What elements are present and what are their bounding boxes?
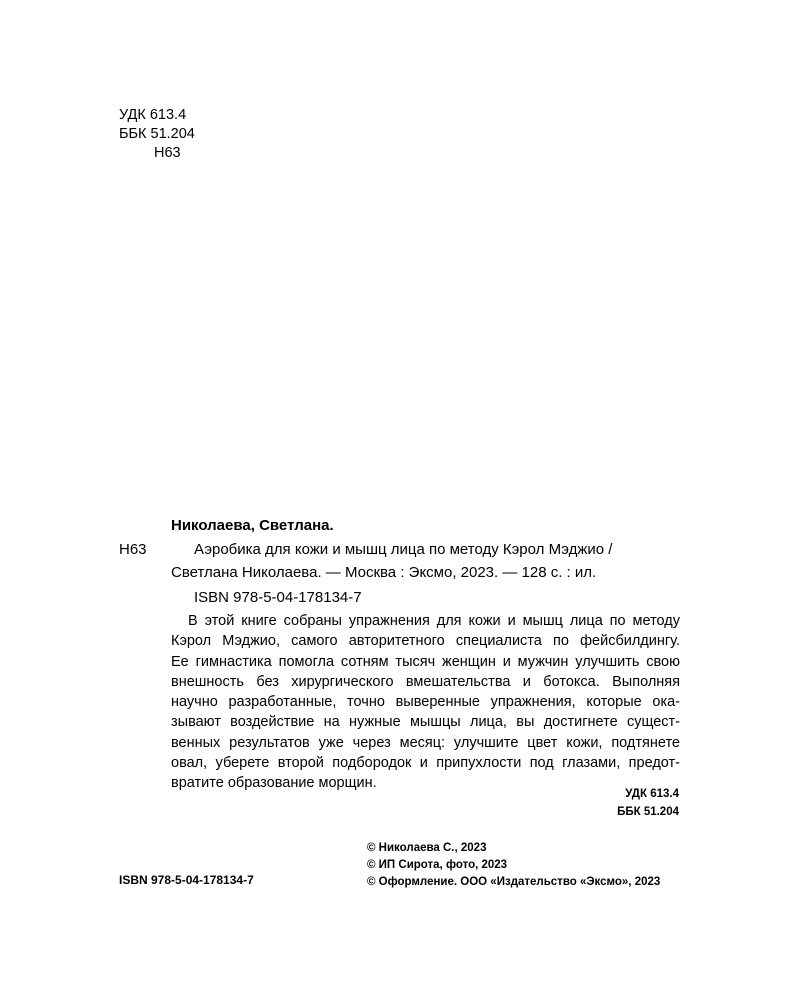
- title-line-1: Аэробика для кожи и мышц лица по методу Кэрол Мэджио /: [194, 541, 613, 558]
- annotation-line: Кэрол Мэджио, самого авторитетного специалиста по фейсбилдингу.: [171, 633, 680, 650]
- title-line-2: Светлана Николаева. — Москва : Эксмо, 2023. — 128 с. : ил.: [171, 564, 597, 581]
- annotation-line: Ее гимнастика помогла сотням тысяч женщин и мужчин улучшить свою: [171, 653, 680, 670]
- annotation-line: научно разработанные, точно выверенные упражнения, которые ока-: [171, 694, 680, 711]
- bbk-code-bottom: ББК 51.204: [617, 806, 679, 818]
- annotation-line: В этой книге собраны упражнения для кожи и мышц лица по методу: [188, 613, 680, 629]
- author-mark: Н63: [119, 541, 147, 558]
- author-heading: Николаева, Светлана.: [171, 517, 334, 534]
- annotation-line: внешность без хирургического вмешательства и ботокса. Выполняя: [171, 673, 680, 690]
- isbn-footer: ISBN 978-5-04-178134-7: [119, 873, 254, 887]
- author-mark-top: Н63: [154, 145, 181, 161]
- udk-code: УДК 613.4: [119, 107, 187, 123]
- copyright-author: © Николаева С., 2023: [367, 842, 487, 854]
- annotation-line: зывают воздействие на нужные мышцы лица, вы достигнете сущест-: [171, 714, 680, 731]
- annotation-line: овал, уберете второй подбородок и припухлости под глазами, предот-: [171, 755, 680, 772]
- bbk-code: ББК 51.204: [119, 126, 195, 142]
- copyright-photo: © ИП Сирота, фото, 2023: [367, 859, 508, 871]
- isbn-record: ISBN 978-5-04-178134-7: [194, 589, 362, 606]
- annotation-line: венных результатов уже через месяц: улучшите цвет кожи, подтянете: [171, 734, 680, 751]
- annotation-line: вратите образование морщин.: [171, 775, 377, 792]
- udk-code-bottom: УДК 613.4: [625, 788, 679, 800]
- annotation-paragraph: [171, 611, 680, 794]
- copyright-design: © Оформление. ООО «Издательство «Эксмо», 2023: [367, 876, 661, 888]
